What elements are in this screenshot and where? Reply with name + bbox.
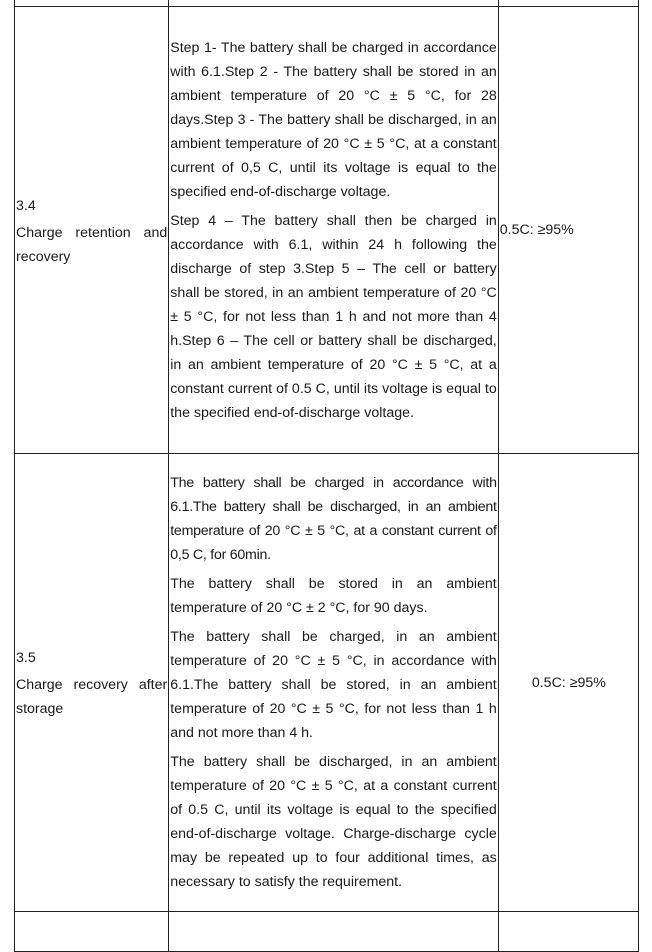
- item-cell-3-4: [15, 7, 169, 454]
- next-cell-method: [169, 912, 499, 952]
- item-cell-3-5: [15, 454, 169, 912]
- item-name: Charge retention and recovery: [16, 224, 168, 265]
- item-name: Charge recovery after storage: [16, 677, 168, 717]
- method-paragraph: Step 1- The battery shall be charged in accordance with 6.1.Step 2 - The battery shall be stored in an ambient temperature of 20 °C ± 5 °C, for 28 days.Step 3 - The battery shall be discharged, in an ambient temperature of 20 °C ± 5 °C, at a constant current of 0,5 C, until its voltage is equal to the specified end-of-discharge voltage.: [170, 39, 497, 200]
- method-cell-3-4: [169, 7, 499, 454]
- method-paragraph: The battery shall be discharged, in an ambient temperature of 20 °C ± 5 °C, at a constant current of 0.5 C, until its voltage is equal to the specified end-of-discharge voltage. Charge-discharge cycle may be repeated up to four additional times, as necessary to satisfy the requirement.: [170, 754, 497, 890]
- item-number: 3.5: [16, 650, 36, 666]
- test-specification-table: [14, 0, 639, 952]
- next-cell-requirement: [498, 912, 638, 952]
- requirement-cell-3-4: 0.5C: ≥95%: [498, 7, 638, 454]
- method-cell-3-5: [169, 454, 499, 912]
- item-number: 3.4: [16, 197, 36, 214]
- table-row-next-partial: [15, 912, 639, 952]
- requirement-cell-3-5: 0.5C: ≥95%: [498, 454, 638, 912]
- method-paragraph: The battery shall be charged, in an ambient temperature of 20 °C ± 5 °C, in accordance with 6.1.The battery shall be stored, in an ambient temperature of 20 °C ± 5 °C, for not less than 1 h and not more than 4 h.: [170, 629, 497, 741]
- method-paragraph: Step 4 – The battery shall then be charged in accordance with 6.1, within 24 h following the discharge of step 3.Step 5 – The cell or battery shall be stored, in an ambient temperature of 20 °C ± 5 °C, for not less than 1 h and not more than 4 h.Step 6 – The cell or battery shall be discharged, in an ambient temperature of 20 °C ± 5 °C, at a constant current of 0.5 C, until its voltage is equal to the specified end-of-discharge voltage.: [170, 212, 497, 421]
- method-paragraph: The battery shall be charged in accordance with 6.1.The battery shall be discharged, in an ambient temperature of 20 °C ± 5 °C, at a constant current of 0,5 C, for 60min.: [170, 475, 497, 563]
- method-paragraph: The battery shall be stored in an ambient temperature of 20 °C ± 2 °C, for 90 days.: [170, 576, 497, 616]
- table-row-charge-recovery: [15, 454, 639, 912]
- next-cell-item: [15, 912, 169, 952]
- table-row-charge-retention: [15, 7, 639, 454]
